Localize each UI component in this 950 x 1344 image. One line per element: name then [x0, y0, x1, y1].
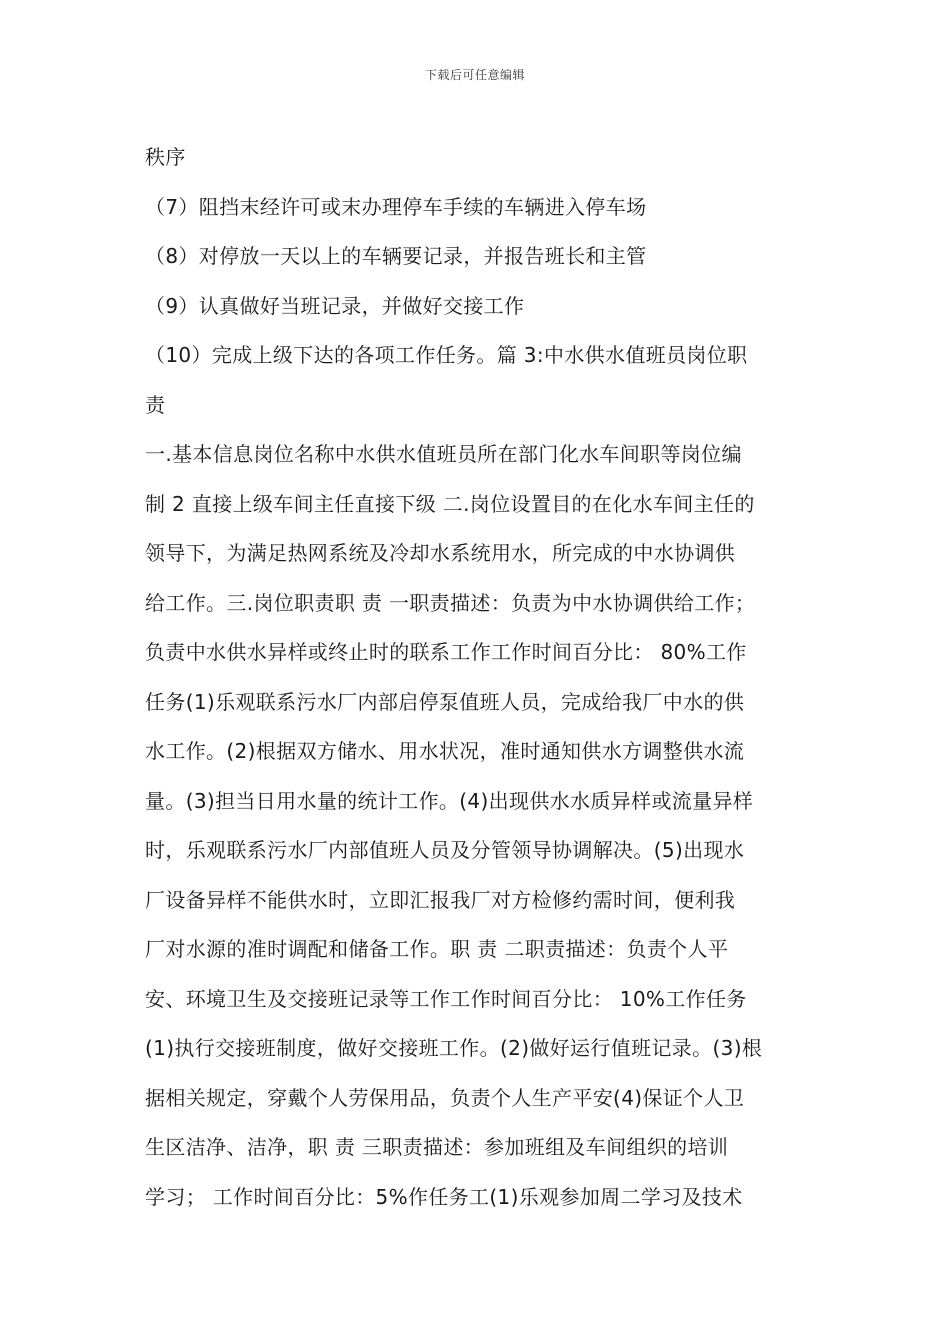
- text-line: 时，乐观联系污水厂内部值班人员及分管领导协调解决。(5)出现水: [145, 838, 745, 862]
- text-line: 学习； 工作时间百分比：5%作任务工(1)乐观参加周二学习及技术: [145, 1184, 743, 1209]
- text-line: 厂设备异样不能供水时，立即汇报我厂对方检修约需时间，便利我: [145, 887, 736, 912]
- page-header: 下载后可任意编辑: [424, 68, 525, 82]
- text-line: 任务(1)乐观联系污水厂内部启停泵值班人员，完成给我厂中水的供: [145, 689, 745, 714]
- text-line: 领导下，为满足热网系统及冷却水系统用水，所完成的中水协调供: [145, 541, 736, 565]
- text-line: (1)执行交接班制度，做好交接班工作。(2)做好运行值班记录。(3)根: [145, 1036, 763, 1060]
- text-line: 责: [145, 392, 166, 417]
- text-line: 量。(3)担当日用水量的统计工作。(4)出现供水水质异样或流量异样: [145, 788, 754, 813]
- text-line: 一.基本信息岗位名称中水供水值班员所在部门化水车间职等岗位编: [145, 442, 742, 466]
- text-line: （7）阻挡末经许可或末办理停车手续的车辆进入停车场: [145, 194, 647, 219]
- text-line: 据相关规定，穿戴个人劳保用品，负责个人生产平安(4)保证个人卫: [145, 1085, 745, 1110]
- text-line: （9）认真做好当班记录，并做好交接工作: [145, 293, 525, 318]
- text-line: 秩序: [145, 145, 186, 169]
- text-line: 水工作。(2)根据双方储水、用水状况，准时通知供水方调整供水流: [145, 739, 745, 763]
- text-line: 负责中水供水异样或终止时的联系工作工作时间百分比： 80%工作: [145, 640, 747, 664]
- text-line: （10）完成上级下达的各项工作任务。篇 3:中水供水值班员岗位职: [145, 343, 748, 367]
- text-line: 制 2 直接上级车间主任直接下级 二.岗位设置目的在化水车间主任的: [145, 491, 755, 516]
- text-line: 安、环境卫生及交接班记录等工作工作时间百分比： 10%工作任务: [145, 986, 747, 1011]
- text-line: 厂对水源的准时调配和储备工作。职 责 二职责描述：负责个人平: [145, 937, 729, 961]
- text-line: 生区洁净、洁净，职 责 三职责描述：参加班组及车间组织的培训: [145, 1135, 729, 1159]
- document-body: [145, 133, 810, 1222]
- text-line: （8）对停放一天以上的车辆要记录，并报告班长和主管: [145, 244, 647, 268]
- text-line: 给工作。三.岗位职责职 责 一职责描述：负责为中水协调供给工作；: [145, 590, 756, 615]
